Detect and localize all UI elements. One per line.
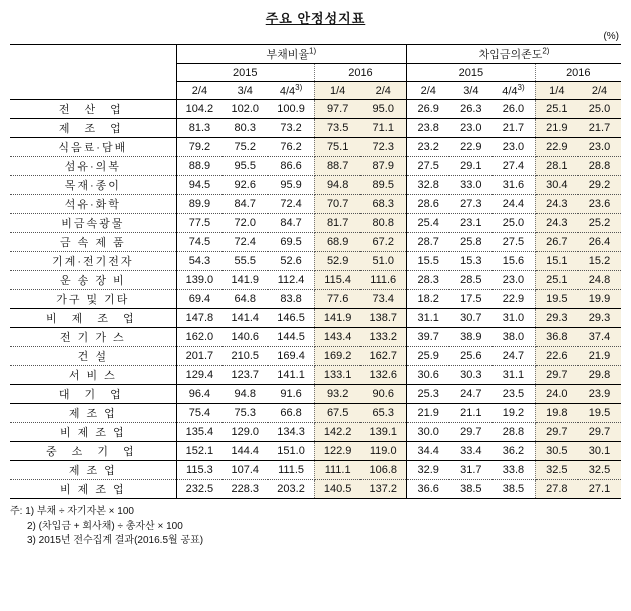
cell-debt-ratio: 144.4 — [222, 442, 268, 461]
cell-debt-ratio: 139.1 — [360, 423, 406, 442]
stability-indicators-table — [10, 44, 621, 499]
cell-borrowing-dependence: 25.0 — [578, 100, 621, 119]
cell-borrowing-dependence: 27.5 — [407, 157, 450, 176]
cell-debt-ratio: 95.9 — [268, 176, 314, 195]
cell-debt-ratio: 152.1 — [176, 442, 222, 461]
table-row — [10, 347, 621, 366]
cell-debt-ratio: 94.8 — [222, 385, 268, 404]
cell-borrowing-dependence: 30.6 — [407, 366, 450, 385]
cell-borrowing-dependence: 25.3 — [407, 385, 450, 404]
table-row — [10, 214, 621, 233]
cell-debt-ratio: 75.1 — [314, 138, 360, 157]
row-label: 식음료·담배 — [10, 138, 176, 157]
group-header-borrowing-dependence — [407, 45, 621, 64]
cell-borrowing-dependence: 36.2 — [492, 442, 535, 461]
cell-borrowing-dependence: 30.1 — [578, 442, 621, 461]
row-label: 비 제 조 업 — [10, 423, 176, 442]
cell-debt-ratio: 77.6 — [314, 290, 360, 309]
cell-debt-ratio: 79.2 — [176, 138, 222, 157]
cell-borrowing-dependence: 19.9 — [578, 290, 621, 309]
group-header-debt-ratio-label: 부채비율 — [266, 49, 310, 61]
debt-q-2015-2: 2/4 — [176, 82, 222, 100]
cell-debt-ratio: 169.2 — [314, 347, 360, 366]
cell-debt-ratio: 89.5 — [360, 176, 406, 195]
cell-debt-ratio: 90.6 — [360, 385, 406, 404]
cell-borrowing-dependence: 15.3 — [449, 252, 492, 271]
cell-borrowing-dependence: 28.5 — [449, 271, 492, 290]
cell-debt-ratio: 96.4 — [176, 385, 222, 404]
cell-debt-ratio: 135.4 — [176, 423, 222, 442]
cell-borrowing-dependence: 29.7 — [535, 423, 578, 442]
table-row — [10, 271, 621, 290]
cell-borrowing-dependence: 25.8 — [449, 233, 492, 252]
cell-borrowing-dependence: 36.8 — [535, 328, 578, 347]
table-row — [10, 328, 621, 347]
cell-borrowing-dependence: 22.6 — [535, 347, 578, 366]
cell-borrowing-dependence: 30.7 — [449, 309, 492, 328]
header-row-groups — [10, 45, 621, 64]
cell-borrowing-dependence: 24.7 — [492, 347, 535, 366]
cell-borrowing-dependence: 25.4 — [407, 214, 450, 233]
borrow-q-2016-1: 1/4 — [535, 82, 578, 100]
row-label: 중 소 기 업 — [10, 442, 176, 461]
cell-borrowing-dependence: 30.5 — [535, 442, 578, 461]
cell-borrowing-dependence: 29.2 — [578, 176, 621, 195]
cell-debt-ratio: 83.8 — [268, 290, 314, 309]
cell-debt-ratio: 69.5 — [268, 233, 314, 252]
cell-borrowing-dependence: 28.6 — [407, 195, 450, 214]
cell-borrowing-dependence: 23.8 — [407, 119, 450, 138]
cell-borrowing-dependence: 19.2 — [492, 404, 535, 423]
cell-debt-ratio: 74.5 — [176, 233, 222, 252]
cell-debt-ratio: 133.2 — [360, 328, 406, 347]
cell-borrowing-dependence: 22.9 — [492, 290, 535, 309]
row-label: 비 제 조 업 — [10, 309, 176, 328]
cell-borrowing-dependence: 31.0 — [492, 309, 535, 328]
cell-debt-ratio: 89.9 — [176, 195, 222, 214]
cell-debt-ratio: 88.7 — [314, 157, 360, 176]
cell-debt-ratio: 75.4 — [176, 404, 222, 423]
cell-borrowing-dependence: 33.4 — [449, 442, 492, 461]
debt-q-2015-4: 4/4$^{3)}$ — [268, 82, 314, 100]
cell-debt-ratio: 129.4 — [176, 366, 222, 385]
cell-borrowing-dependence: 29.3 — [578, 309, 621, 328]
cell-borrowing-dependence: 22.9 — [535, 138, 578, 157]
row-label: 제 조 업 — [10, 119, 176, 138]
cell-borrowing-dependence: 33.8 — [492, 461, 535, 480]
row-label: 목재·종이 — [10, 176, 176, 195]
cell-borrowing-dependence: 31.1 — [492, 366, 535, 385]
cell-borrowing-dependence: 23.0 — [449, 119, 492, 138]
cell-debt-ratio: 201.7 — [176, 347, 222, 366]
cell-debt-ratio: 97.7 — [314, 100, 360, 119]
cell-debt-ratio: 100.9 — [268, 100, 314, 119]
cell-debt-ratio: 104.2 — [176, 100, 222, 119]
cell-borrowing-dependence: 25.9 — [407, 347, 450, 366]
cell-debt-ratio: 162.7 — [360, 347, 406, 366]
cell-debt-ratio: 111.6 — [360, 271, 406, 290]
cell-borrowing-dependence: 21.9 — [407, 404, 450, 423]
note-3: 3) 2015년 전수집계 결과(2016.5월 공표) — [27, 535, 204, 546]
cell-borrowing-dependence: 19.5 — [578, 404, 621, 423]
table-row — [10, 195, 621, 214]
cell-debt-ratio: 139.0 — [176, 271, 222, 290]
cell-debt-ratio: 73.5 — [314, 119, 360, 138]
cell-debt-ratio: 102.0 — [222, 100, 268, 119]
cell-debt-ratio: 141.4 — [222, 309, 268, 328]
table-row — [10, 290, 621, 309]
cell-debt-ratio: 55.5 — [222, 252, 268, 271]
cell-borrowing-dependence: 25.1 — [535, 100, 578, 119]
cell-debt-ratio: 86.6 — [268, 157, 314, 176]
table-row — [10, 442, 621, 461]
note-2: 2) (차입금 + 회사채) ÷ 총자산 × 100 — [27, 520, 183, 532]
cell-borrowing-dependence: 23.5 — [492, 385, 535, 404]
cell-debt-ratio: 111.1 — [314, 461, 360, 480]
cell-debt-ratio: 162.0 — [176, 328, 222, 347]
cell-borrowing-dependence: 21.9 — [535, 119, 578, 138]
cell-borrowing-dependence: 28.8 — [492, 423, 535, 442]
table-row — [10, 385, 621, 404]
cell-borrowing-dependence: 38.9 — [449, 328, 492, 347]
cell-borrowing-dependence: 19.8 — [535, 404, 578, 423]
cell-debt-ratio: 54.3 — [176, 252, 222, 271]
table-row — [10, 138, 621, 157]
cell-debt-ratio: 81.7 — [314, 214, 360, 233]
row-label: 석유·화학 — [10, 195, 176, 214]
cell-debt-ratio: 73.2 — [268, 119, 314, 138]
table-row — [10, 404, 621, 423]
cell-debt-ratio: 80.8 — [360, 214, 406, 233]
cell-debt-ratio: 66.8 — [268, 404, 314, 423]
cell-debt-ratio: 84.7 — [268, 214, 314, 233]
table-row — [10, 252, 621, 271]
cell-debt-ratio: 93.2 — [314, 385, 360, 404]
cell-borrowing-dependence: 22.9 — [449, 138, 492, 157]
cell-debt-ratio: 129.0 — [222, 423, 268, 442]
cell-debt-ratio: 80.3 — [222, 119, 268, 138]
cell-debt-ratio: 142.2 — [314, 423, 360, 442]
row-label: 섬유·의복 — [10, 157, 176, 176]
cell-debt-ratio: 169.4 — [268, 347, 314, 366]
cell-debt-ratio: 111.5 — [268, 461, 314, 480]
cell-borrowing-dependence: 38.5 — [492, 480, 535, 499]
cell-debt-ratio: 141.9 — [314, 309, 360, 328]
cell-borrowing-dependence: 34.4 — [407, 442, 450, 461]
cell-borrowing-dependence: 23.6 — [578, 195, 621, 214]
cell-borrowing-dependence: 30.3 — [449, 366, 492, 385]
cell-debt-ratio: 228.3 — [222, 480, 268, 499]
cell-borrowing-dependence: 29.8 — [578, 366, 621, 385]
cell-debt-ratio: 151.0 — [268, 442, 314, 461]
cell-borrowing-dependence: 18.2 — [407, 290, 450, 309]
cell-borrowing-dependence: 27.1 — [578, 480, 621, 499]
row-label: 기계·전기전자 — [10, 252, 176, 271]
cell-borrowing-dependence: 21.7 — [578, 119, 621, 138]
row-label: 건 설 — [10, 347, 176, 366]
cell-debt-ratio: 77.5 — [176, 214, 222, 233]
cell-debt-ratio: 138.7 — [360, 309, 406, 328]
cell-debt-ratio: 94.5 — [176, 176, 222, 195]
cell-debt-ratio: 95.0 — [360, 100, 406, 119]
table-row — [10, 366, 621, 385]
cell-borrowing-dependence: 19.5 — [535, 290, 578, 309]
cell-borrowing-dependence: 15.6 — [492, 252, 535, 271]
debt-year-2015: 2015 — [176, 64, 314, 82]
row-label: 금 속 제 품 — [10, 233, 176, 252]
cell-debt-ratio: 144.5 — [268, 328, 314, 347]
table-row — [10, 157, 621, 176]
cell-borrowing-dependence: 26.7 — [535, 233, 578, 252]
cell-borrowing-dependence: 30.4 — [535, 176, 578, 195]
cell-borrowing-dependence: 23.0 — [492, 271, 535, 290]
cell-borrowing-dependence: 21.7 — [492, 119, 535, 138]
cell-borrowing-dependence: 28.8 — [578, 157, 621, 176]
cell-debt-ratio: 140.6 — [222, 328, 268, 347]
borrow-q-2015-2: 2/4 — [407, 82, 450, 100]
cell-borrowing-dependence: 24.4 — [492, 195, 535, 214]
table-head — [10, 45, 621, 100]
group-header-debt-ratio-sup: 1) — [309, 46, 317, 56]
table-row — [10, 119, 621, 138]
cell-debt-ratio: 115.3 — [176, 461, 222, 480]
borrow-q-2015-4: 4/4$^{3)}$ — [492, 82, 535, 100]
cell-debt-ratio: 94.8 — [314, 176, 360, 195]
cell-borrowing-dependence: 37.4 — [578, 328, 621, 347]
cell-borrowing-dependence: 24.3 — [535, 214, 578, 233]
cell-debt-ratio: 70.7 — [314, 195, 360, 214]
cell-borrowing-dependence: 27.3 — [449, 195, 492, 214]
cell-debt-ratio: 132.6 — [360, 366, 406, 385]
cell-debt-ratio: 68.9 — [314, 233, 360, 252]
cell-debt-ratio: 115.4 — [314, 271, 360, 290]
debt-q-2015-3: 3/4 — [222, 82, 268, 100]
cell-borrowing-dependence: 38.0 — [492, 328, 535, 347]
debt-q-2016-1: 1/4 — [314, 82, 360, 100]
cell-borrowing-dependence: 26.0 — [492, 100, 535, 119]
cell-borrowing-dependence: 15.2 — [578, 252, 621, 271]
cell-borrowing-dependence: 38.5 — [449, 480, 492, 499]
cell-debt-ratio: 119.0 — [360, 442, 406, 461]
cell-debt-ratio: 146.5 — [268, 309, 314, 328]
cell-debt-ratio: 64.8 — [222, 290, 268, 309]
cell-borrowing-dependence: 31.1 — [407, 309, 450, 328]
borrow-year-2016: 2016 — [535, 64, 621, 82]
cell-debt-ratio: 88.9 — [176, 157, 222, 176]
row-label: 비금속광물 — [10, 214, 176, 233]
cell-debt-ratio: 52.9 — [314, 252, 360, 271]
cell-borrowing-dependence: 36.6 — [407, 480, 450, 499]
cell-debt-ratio: 84.7 — [222, 195, 268, 214]
cell-borrowing-dependence: 28.7 — [407, 233, 450, 252]
cell-debt-ratio: 75.3 — [222, 404, 268, 423]
cell-debt-ratio: 134.3 — [268, 423, 314, 442]
cell-debt-ratio: 52.6 — [268, 252, 314, 271]
cell-debt-ratio: 143.4 — [314, 328, 360, 347]
row-label: 전 기 가 스 — [10, 328, 176, 347]
cell-borrowing-dependence: 26.3 — [449, 100, 492, 119]
cell-borrowing-dependence: 23.0 — [578, 138, 621, 157]
row-label: 운 송 장 비 — [10, 271, 176, 290]
cell-debt-ratio: 147.8 — [176, 309, 222, 328]
borrow-year-2015: 2015 — [407, 64, 536, 82]
cell-borrowing-dependence: 23.0 — [492, 138, 535, 157]
cell-debt-ratio: 72.0 — [222, 214, 268, 233]
cell-borrowing-dependence: 26.4 — [578, 233, 621, 252]
corner-cell — [10, 45, 176, 100]
cell-debt-ratio: 73.4 — [360, 290, 406, 309]
cell-debt-ratio: 75.2 — [222, 138, 268, 157]
cell-borrowing-dependence: 32.5 — [535, 461, 578, 480]
row-label: 제 조 업 — [10, 404, 176, 423]
table-row — [10, 461, 621, 480]
row-label: 전 산 업 — [10, 100, 176, 119]
cell-borrowing-dependence: 33.0 — [449, 176, 492, 195]
cell-borrowing-dependence: 29.7 — [449, 423, 492, 442]
cell-debt-ratio: 112.4 — [268, 271, 314, 290]
cell-borrowing-dependence: 29.1 — [449, 157, 492, 176]
cell-borrowing-dependence: 25.1 — [535, 271, 578, 290]
cell-debt-ratio: 95.5 — [222, 157, 268, 176]
group-header-borrowing-label: 차입금의존도 — [478, 49, 543, 61]
cell-debt-ratio: 203.2 — [268, 480, 314, 499]
row-label: 대 기 업 — [10, 385, 176, 404]
cell-borrowing-dependence: 28.3 — [407, 271, 450, 290]
cell-borrowing-dependence: 17.5 — [449, 290, 492, 309]
cell-borrowing-dependence: 23.2 — [407, 138, 450, 157]
borrow-q-2016-2: 2/4 — [578, 82, 621, 100]
cell-debt-ratio: 141.1 — [268, 366, 314, 385]
cell-borrowing-dependence: 31.7 — [449, 461, 492, 480]
cell-borrowing-dependence: 28.1 — [535, 157, 578, 176]
cell-debt-ratio: 232.5 — [176, 480, 222, 499]
cell-debt-ratio: 137.2 — [360, 480, 406, 499]
cell-borrowing-dependence: 39.7 — [407, 328, 450, 347]
row-label: 제 조 업 — [10, 461, 176, 480]
cell-borrowing-dependence: 27.8 — [535, 480, 578, 499]
table-row — [10, 423, 621, 442]
cell-borrowing-dependence: 32.8 — [407, 176, 450, 195]
cell-borrowing-dependence: 26.9 — [407, 100, 450, 119]
note-1: 주: 1) 부채 ÷ 자기자본 × 100 — [10, 506, 134, 517]
borrow-q-2015-3: 3/4 — [449, 82, 492, 100]
cell-debt-ratio: 87.9 — [360, 157, 406, 176]
cell-debt-ratio: 91.6 — [268, 385, 314, 404]
cell-debt-ratio: 140.5 — [314, 480, 360, 499]
cell-debt-ratio: 141.9 — [222, 271, 268, 290]
cell-borrowing-dependence: 25.0 — [492, 214, 535, 233]
cell-debt-ratio: 106.8 — [360, 461, 406, 480]
group-header-borrowing-sup: 2) — [542, 46, 550, 56]
cell-borrowing-dependence: 15.1 — [535, 252, 578, 271]
cell-borrowing-dependence: 32.5 — [578, 461, 621, 480]
cell-debt-ratio: 51.0 — [360, 252, 406, 271]
cell-borrowing-dependence: 24.8 — [578, 271, 621, 290]
cell-borrowing-dependence: 23.9 — [578, 385, 621, 404]
row-label: 서 비 스 — [10, 366, 176, 385]
cell-borrowing-dependence: 24.3 — [535, 195, 578, 214]
table-row — [10, 309, 621, 328]
cell-borrowing-dependence: 27.5 — [492, 233, 535, 252]
row-label: 비 제 조 업 — [10, 480, 176, 499]
cell-borrowing-dependence: 23.1 — [449, 214, 492, 233]
cell-debt-ratio: 72.4 — [222, 233, 268, 252]
cell-borrowing-dependence: 25.6 — [449, 347, 492, 366]
cell-debt-ratio: 65.3 — [360, 404, 406, 423]
group-header-debt-ratio — [176, 45, 406, 64]
cell-debt-ratio: 72.4 — [268, 195, 314, 214]
cell-borrowing-dependence: 25.2 — [578, 214, 621, 233]
cell-debt-ratio: 210.5 — [222, 347, 268, 366]
table-row — [10, 480, 621, 499]
cell-debt-ratio: 68.3 — [360, 195, 406, 214]
row-label: 가구 및 기타 — [10, 290, 176, 309]
cell-debt-ratio: 92.6 — [222, 176, 268, 195]
cell-borrowing-dependence: 21.9 — [578, 347, 621, 366]
cell-borrowing-dependence: 21.1 — [449, 404, 492, 423]
debt-year-2016: 2016 — [314, 64, 406, 82]
table-row — [10, 233, 621, 252]
cell-debt-ratio: 71.1 — [360, 119, 406, 138]
unit-label: (%) — [603, 31, 619, 42]
cell-debt-ratio: 133.1 — [314, 366, 360, 385]
cell-debt-ratio: 69.4 — [176, 290, 222, 309]
cell-borrowing-dependence: 15.5 — [407, 252, 450, 271]
table-row — [10, 176, 621, 195]
cell-borrowing-dependence: 29.7 — [535, 366, 578, 385]
cell-debt-ratio: 72.3 — [360, 138, 406, 157]
cell-borrowing-dependence: 30.0 — [407, 423, 450, 442]
cell-debt-ratio: 122.9 — [314, 442, 360, 461]
debt-q-2016-2: 2/4 — [360, 82, 406, 100]
table-row — [10, 100, 621, 119]
cell-debt-ratio: 81.3 — [176, 119, 222, 138]
cell-borrowing-dependence: 29.3 — [535, 309, 578, 328]
cell-debt-ratio: 76.2 — [268, 138, 314, 157]
cell-borrowing-dependence: 29.7 — [578, 423, 621, 442]
page-title: 주요 안정성지표 — [265, 11, 366, 26]
cell-borrowing-dependence: 24.0 — [535, 385, 578, 404]
table-notes — [10, 505, 621, 549]
cell-debt-ratio: 67.2 — [360, 233, 406, 252]
cell-borrowing-dependence: 32.9 — [407, 461, 450, 480]
cell-debt-ratio: 107.4 — [222, 461, 268, 480]
cell-borrowing-dependence: 31.6 — [492, 176, 535, 195]
cell-debt-ratio: 67.5 — [314, 404, 360, 423]
cell-borrowing-dependence: 27.4 — [492, 157, 535, 176]
table-body — [10, 100, 621, 499]
cell-borrowing-dependence: 24.7 — [449, 385, 492, 404]
cell-debt-ratio: 123.7 — [222, 366, 268, 385]
